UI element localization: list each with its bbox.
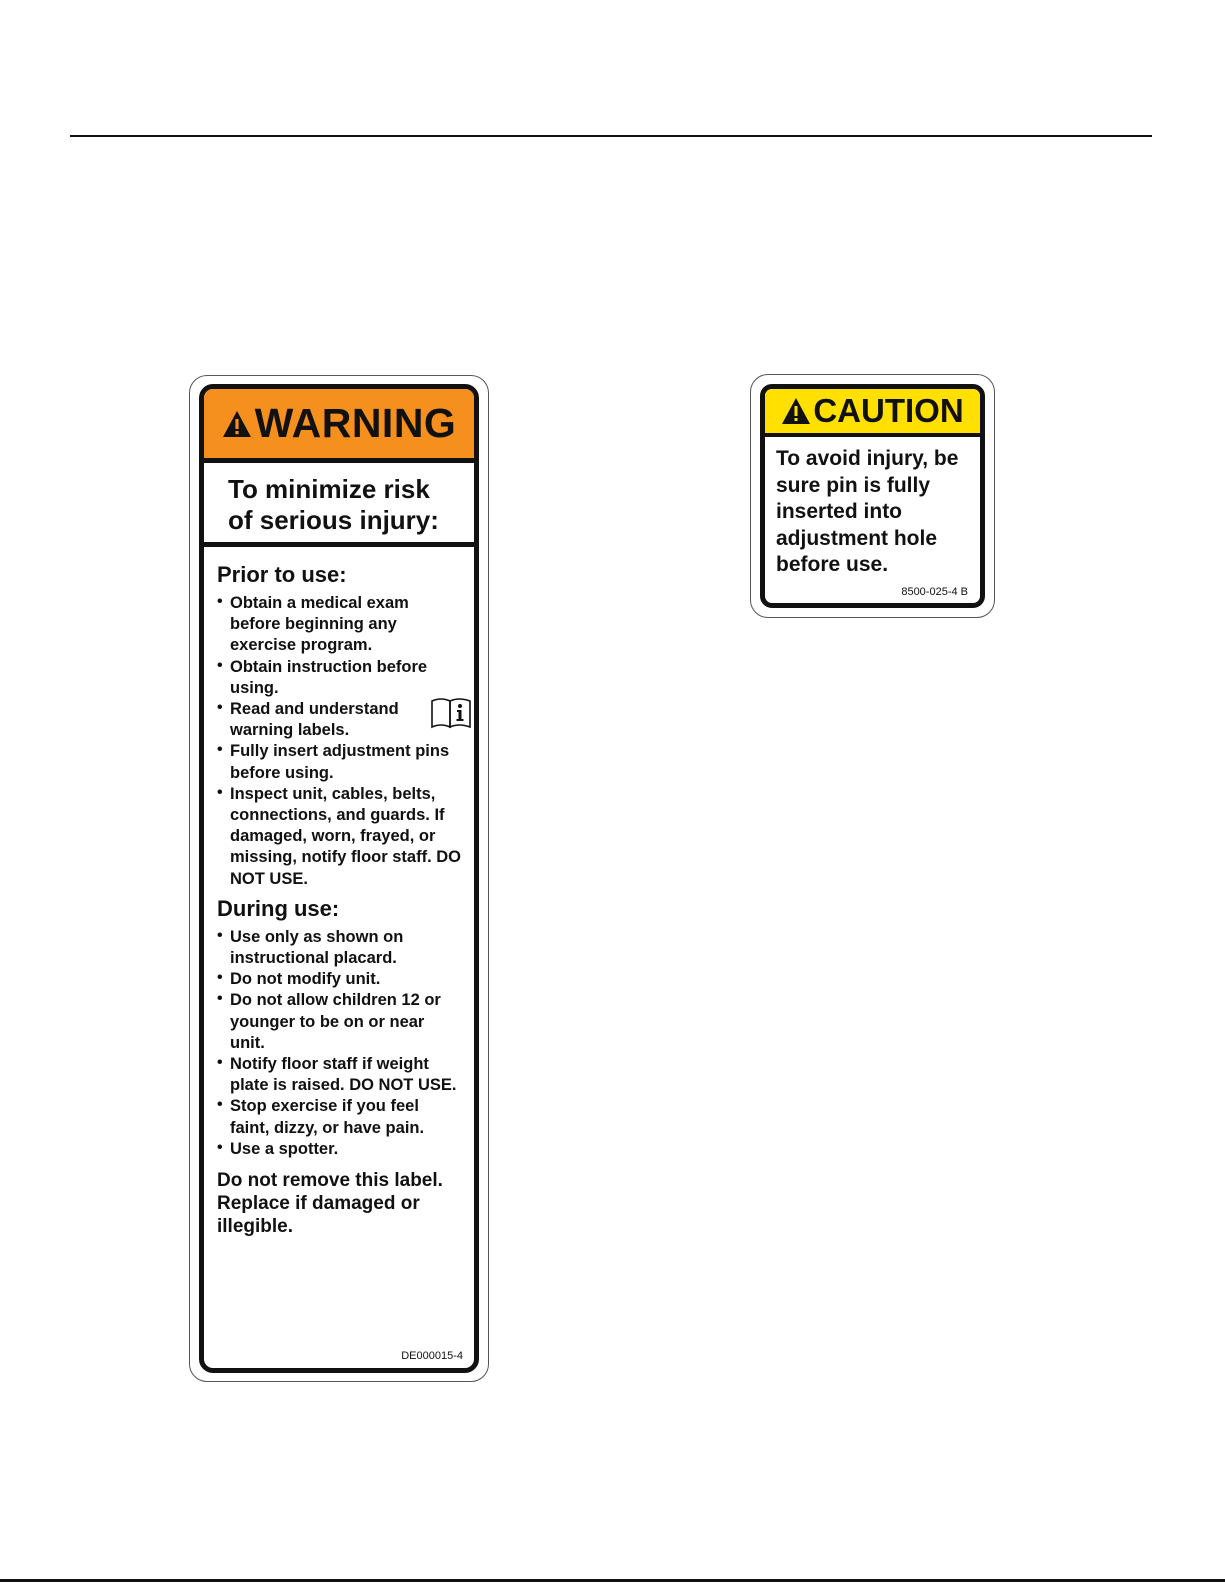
warning-label-frame: [199, 384, 479, 1373]
caution-triangle-icon: [781, 397, 811, 425]
warning-subtitle-line1: To minimize risk: [228, 474, 430, 504]
warning-triangle-icon: [222, 409, 252, 439]
list-item: • Stop exercise if you feel faint, dizzy, or have pain.: [217, 1096, 462, 1138]
list-item: • Obtain instruction before using.: [217, 657, 462, 699]
list-item: • Do not allow children 12 or younger to be on or near unit.: [217, 990, 462, 1054]
warning-label-code: DE000015-4: [401, 1350, 463, 1362]
caution-label-frame: [760, 384, 985, 608]
prior-to-use-heading: Prior to use:: [217, 562, 347, 587]
warning-footer-note: Do not remove this label. Replace if damaged or illegible.: [217, 1170, 443, 1238]
caution-label: [750, 374, 995, 618]
list-item-text: Read and understand warning labels.: [230, 700, 399, 740]
list-item: [217, 699, 462, 741]
caution-signal-word: CAUTION: [813, 392, 964, 429]
during-use-heading: During use:: [217, 895, 340, 921]
warning-label: [189, 375, 489, 1382]
during-use-list: [217, 927, 462, 1160]
list-item: • Do not modify unit.: [217, 969, 462, 990]
warning-header: [204, 389, 474, 463]
list-item: • Notify floor staff if weight plate is raised. DO NOT USE.: [217, 1054, 462, 1096]
warning-body: [204, 547, 474, 1238]
top-rule: [70, 135, 1152, 137]
list-item: • Fully insert adjustment pins before using.: [217, 741, 462, 783]
list-item: • Use only as shown on instructional placard.: [217, 927, 462, 969]
list-item: • Use a spotter.: [217, 1139, 462, 1160]
warning-signal-word: WARNING: [254, 400, 457, 446]
manual-info-icon: [430, 696, 472, 730]
warning-subtitle: [204, 463, 474, 547]
warning-subtitle-line2: of serious injury:: [228, 505, 439, 535]
caution-header: [765, 389, 980, 437]
caution-label-code: 8500-025-4 B: [901, 586, 968, 598]
bottom-rule: [0, 1579, 1225, 1582]
list-item: • Obtain a medical exam before beginning any exercise program.: [217, 593, 462, 657]
caution-message: To avoid injury, be sure pin is fully inserted into adjustment hole before use.: [776, 447, 959, 576]
list-item: • Inspect unit, cables, belts, connections, and guards. If damaged, worn, frayed, or missing, notify floor staff. DO NOT USE.: [217, 784, 462, 890]
prior-to-use-list: [217, 593, 462, 890]
